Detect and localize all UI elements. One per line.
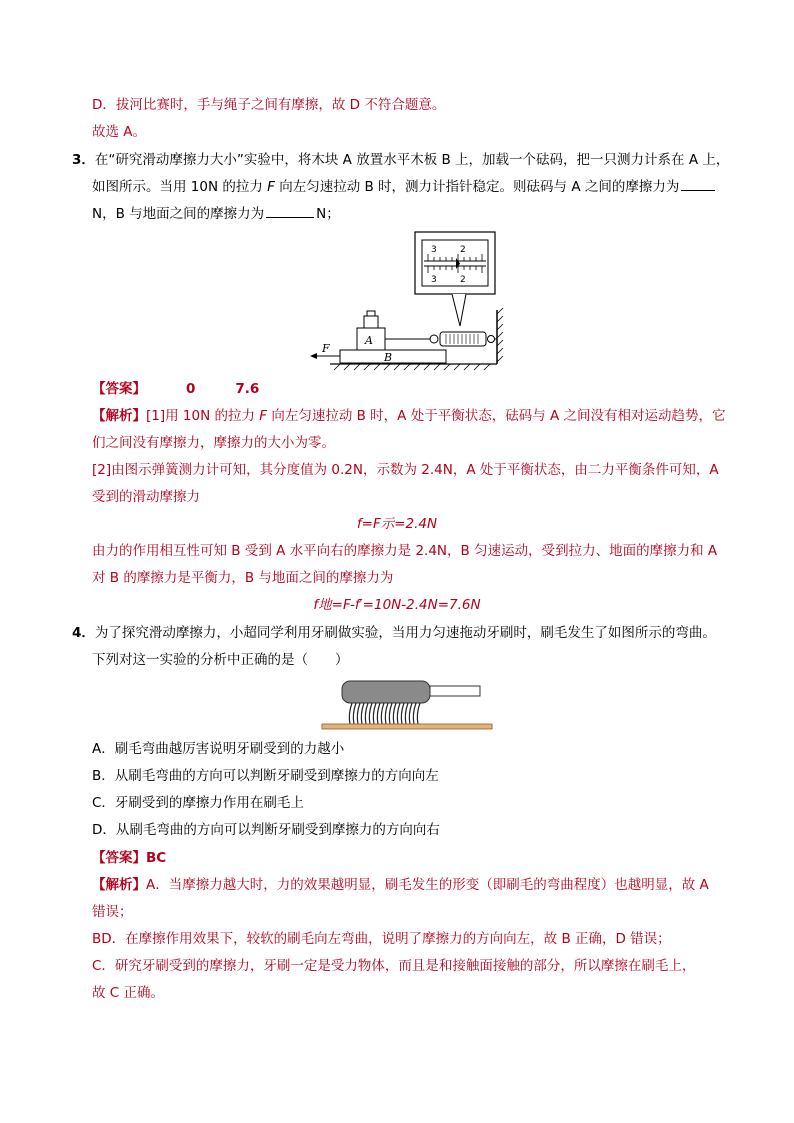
force-symbol: F (267, 179, 275, 195)
q4-analysis-5: 故 C 正确。 (92, 985, 165, 1001)
q4-answer-label: 【答案】 (92, 850, 146, 866)
q4-line1 (72, 623, 716, 643)
q3-answer-line (92, 379, 259, 399)
scale-mark-top: 2 (460, 245, 466, 255)
label-a: A (365, 334, 373, 347)
option-d-text: D．拔河比赛时，手与绳子之间有摩擦，故 D 不符合题意。 (92, 97, 446, 113)
board-b (340, 350, 446, 363)
q3-analysis-6: 对 B 的摩擦力是平衡力，B 与地面之间的摩擦力为 (92, 570, 394, 586)
option-c: C．牙刷受到的摩擦力作用在刷毛上 (92, 795, 304, 811)
analysis-1b: 向左匀速拉动 B 时，A 处于平衡状态，砝码与 A 之间没有相对运动趋势，它 (267, 408, 726, 424)
weight (364, 316, 378, 328)
analysis-1a: [1]用 10N 的拉力 (146, 408, 260, 424)
answer-2: 7.6 (235, 381, 260, 397)
toothbrush-figure (320, 676, 495, 732)
q3-analysis-1 (92, 406, 726, 426)
table-surface (322, 724, 492, 729)
q4-answer: BC (146, 850, 167, 866)
formula-1: f=F示=2.4N (356, 516, 438, 532)
brush-handle (342, 681, 430, 703)
label-f: F (322, 342, 330, 355)
q4-analysis-2: 错误； (92, 904, 133, 920)
q3-stem-1: 在“研究滑动摩擦力大小”实验中，将木块 A 放置水平木板 B 上，加载一个砝码，把一只测力计系在 A 上， (94, 152, 730, 168)
spring-scale-figure (300, 228, 520, 372)
q4-answer-line (92, 848, 166, 868)
scale-mark-bottom-left: 3 (431, 275, 437, 285)
answer-label: 【答案】 (92, 381, 146, 397)
q3-stem-3a: N，B 与地面之间的摩擦力为 (92, 206, 265, 222)
choice-text: 故选 A。 (92, 124, 147, 140)
option-b: B．从刷毛弯曲的方向可以判断牙刷受到摩擦力的方向向左 (92, 768, 439, 784)
answer-1: 0 (186, 381, 196, 397)
q3-line2 (92, 177, 717, 197)
q4-analysis-3: BD．在摩擦作用效果下，较软的刷毛向左弯曲，说明了摩擦力的方向向左，故 B 正确，D 错误； (92, 931, 671, 947)
q4-stem-1: 为了探究滑动摩擦力，小超同学利用牙刷做实验，当用力匀速拖动牙刷时，刷毛发生了如图所示的弯曲。 (94, 625, 716, 641)
q3-analysis-3: [2]由图示弹簧测力计可知，其分度值为 0.2N，示数为 2.4N，A 处于平衡状态，由二力平衡条件可知，A (92, 462, 719, 478)
bristles (349, 703, 420, 724)
q4-number: 4． (72, 625, 95, 641)
q3-line3 (92, 204, 340, 224)
q4-analysis-1 (92, 875, 709, 895)
q3-analysis-2: 们之间没有摩擦力，摩擦力的大小为零。 (92, 435, 335, 451)
q3-number: 3． (72, 152, 95, 168)
q3-stem-2b: 向左匀速拉动 B 时，测力计指针稳定。则砝码与 A 之间的摩擦力为 (274, 179, 680, 195)
q4-line2: 下列对这一实验的分析中正确的是（ ） (92, 652, 349, 668)
q3-stem-2a: 如图所示。当用 10N 的拉力 (92, 179, 268, 195)
scale-mark-top-left: 3 (431, 245, 437, 255)
formula-2: f地=F-f′=10N-2.4N=7.6N (313, 597, 481, 613)
q3-analysis-4: 受到的滑动摩擦力 (92, 489, 200, 505)
analysis-label: 【解析】 (92, 408, 146, 424)
option-d: D．从刷毛弯曲的方向可以判断牙刷受到摩擦力的方向向右 (92, 822, 440, 838)
q3-line1 (72, 150, 729, 170)
spring-scale (440, 332, 486, 346)
force-symbol-2: F (259, 408, 268, 424)
q4-analysis-4: C．研究牙刷受到的摩擦力，牙刷一定是受力物体，而且是和接触面接触的部分，所以摩擦在刷毛上， (92, 958, 696, 974)
label-b: B (384, 351, 393, 364)
blank-1 (681, 178, 715, 191)
scale-mark-bottom: 2 (460, 275, 466, 285)
q3-analysis-5: 由力的作用相互性可知 B 受到 A 水平向右的摩擦力是 2.4N，B 匀速运动，受到拉力、地面的摩擦力和 A (92, 543, 718, 559)
q4-analysis-label: 【解析】 (92, 877, 146, 893)
blank-2 (266, 205, 314, 218)
q4-analysis-1-text: A．当摩擦力越大时，力的效果越明显，刷毛发生的形变（即刷毛的弯曲程度）也越明显，故 A (146, 877, 709, 893)
option-a: A．刷毛弯曲越厉害说明牙刷受到的力越小 (92, 741, 345, 757)
q3-stem-3b: N； (316, 206, 340, 222)
